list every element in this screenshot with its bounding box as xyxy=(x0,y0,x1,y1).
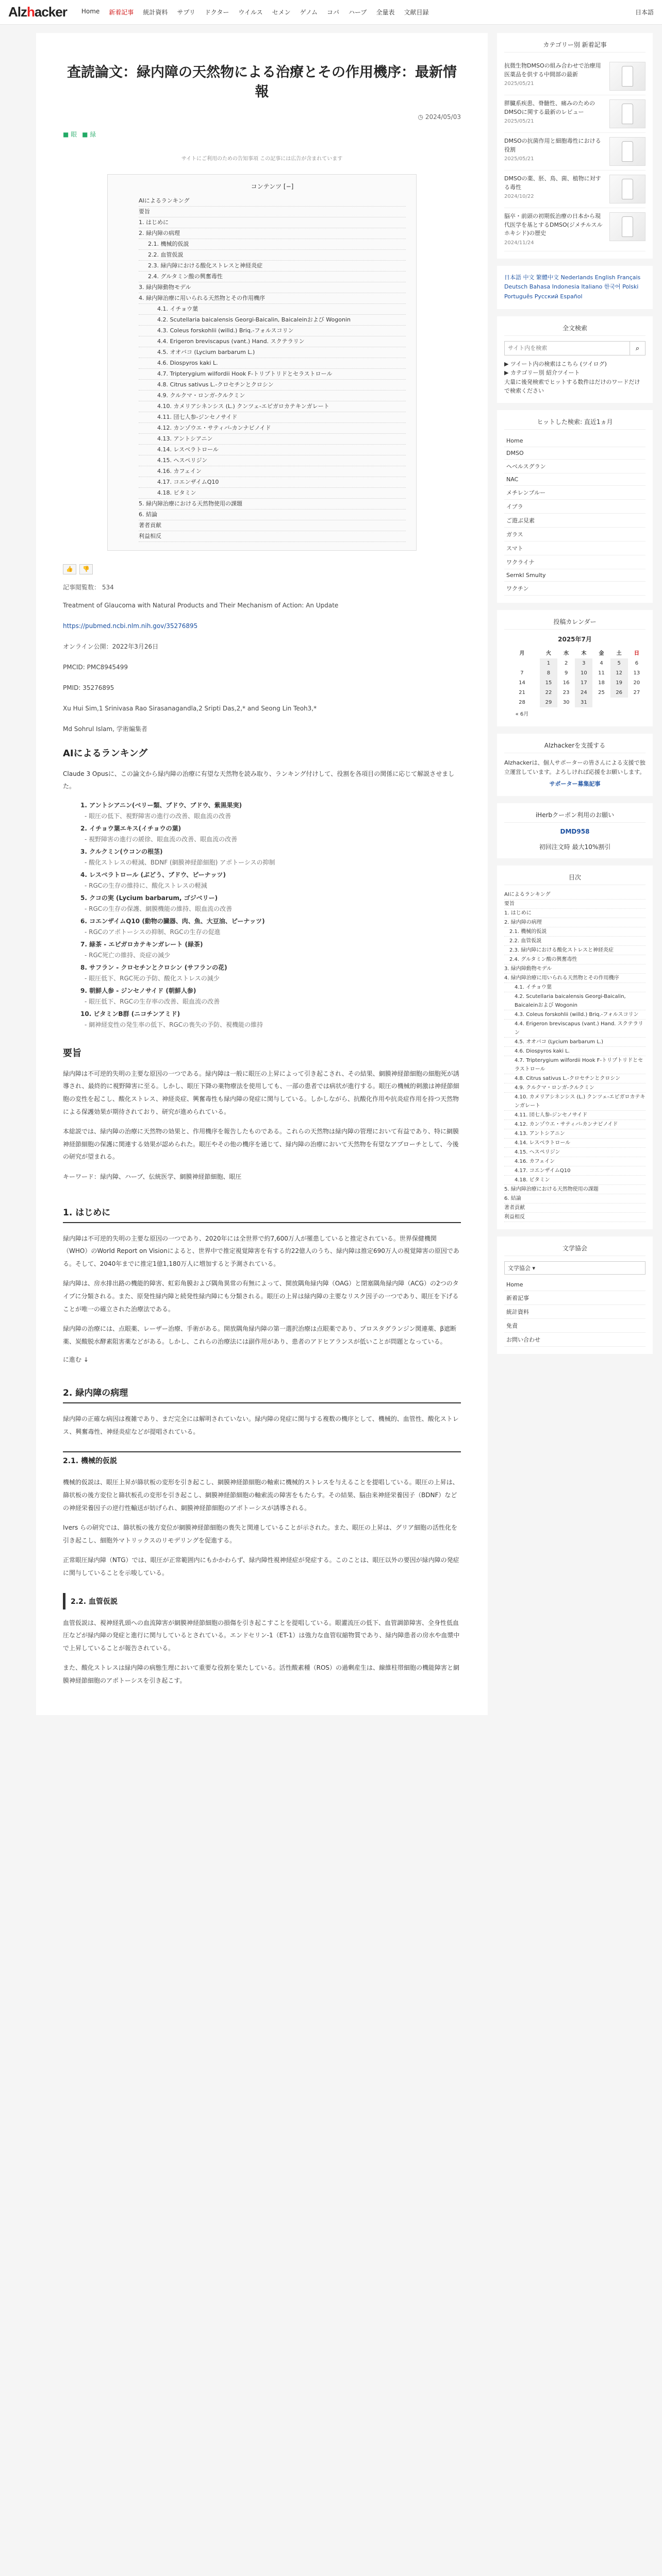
calendar-day[interactable]: 12 xyxy=(610,668,628,678)
search-link[interactable]: ▶ カテゴリー別 紹介ツイート xyxy=(504,369,580,377)
ranking-name: 10. ビタミンB群 (ニコチンアミド) xyxy=(80,1010,180,1018)
table-of-contents xyxy=(107,174,417,551)
search-input[interactable] xyxy=(504,341,630,355)
support-link[interactable]: サポーター募集記事 xyxy=(549,781,601,788)
toc-item[interactable]: 2.1. 機械的仮説 xyxy=(139,239,406,250)
ranking-item xyxy=(80,846,461,868)
toc-item[interactable]: AIによるランキング xyxy=(139,196,406,207)
toc-item[interactable]: 5. 緑内障治療における天然物使用の課題 xyxy=(139,499,406,510)
language-box xyxy=(497,266,653,309)
post-item[interactable] xyxy=(504,133,646,171)
side-toc-item[interactable]: 2.1. 機械的仮説 xyxy=(504,927,646,937)
calendar-day[interactable]: 19 xyxy=(610,678,628,688)
post-title: 膵臓系疾患、脊髄性、痛みのためのDMSOに関する最新のレビュー xyxy=(504,100,595,115)
calendar-day xyxy=(504,658,540,668)
post-item[interactable] xyxy=(504,58,646,95)
new-posts-box xyxy=(497,33,653,259)
calendar-day[interactable]: 28 xyxy=(519,699,525,705)
calendar-table xyxy=(504,647,646,719)
toc-item[interactable]: 4.15. ヘスペリジン xyxy=(139,455,406,466)
post-item[interactable] xyxy=(504,171,646,208)
calendar-day[interactable]: 4 xyxy=(600,660,603,666)
post-item[interactable] xyxy=(504,95,646,133)
search-title: 全文検索 xyxy=(504,324,646,336)
calendar-weekday: 木 xyxy=(581,650,587,656)
footer-link-list xyxy=(504,1279,646,1347)
search-row xyxy=(504,341,646,355)
footer-link[interactable]: 統計資料 xyxy=(504,1305,646,1319)
side-toc-item[interactable]: 4.8. Citrus sativus L.-クロセチンとクロシン xyxy=(504,1074,646,1083)
calendar-day[interactable]: 3 xyxy=(575,658,592,668)
support-box xyxy=(497,734,653,796)
side-toc-item[interactable]: 著者貢献 xyxy=(504,1204,646,1213)
calendar-day[interactable]: 29 xyxy=(540,698,557,707)
post-title: DMSOの薬、胚、鳥、菌、植物に対する毒性 xyxy=(504,175,601,191)
clock-icon: ◷ xyxy=(418,113,425,121)
bottle-icon xyxy=(622,179,633,199)
post-date: 2024/10/22 xyxy=(504,194,534,199)
bottle-icon xyxy=(622,104,633,124)
popular-item[interactable]: ガラス xyxy=(504,528,646,541)
popular-item[interactable]: ワクチン xyxy=(504,582,646,596)
calendar-weekday: 土 xyxy=(616,650,622,656)
footer-links-box xyxy=(497,1236,653,1354)
toc-item[interactable]: 4.9. クルクマ・ロンガ-クルクミン xyxy=(139,391,406,401)
post-thumbnail xyxy=(609,99,646,128)
side-toc-item[interactable]: 4.16. カフェイン xyxy=(504,1157,646,1166)
new-posts-list xyxy=(504,58,646,251)
side-toc-item[interactable]: 4.2. Scutellaria baicalensis Georgi-Baicalin, Baicaleinおよび Wogonin xyxy=(504,992,646,1010)
post-date: 2025/05/21 xyxy=(504,81,534,87)
calendar-day[interactable]: 16 xyxy=(562,680,570,686)
ranking-note: - 眼圧低下、RGCの生存率の改善、眼血流の改善 xyxy=(85,997,220,1005)
post-title: 脳卒・前頭の初期仮治療の日本から現代医学を基とするDMSO(ジメチルスルホキシド)の歴史 xyxy=(504,213,603,236)
calendar-day[interactable]: 30 xyxy=(562,699,570,705)
calendar-weekday: 日 xyxy=(634,650,639,656)
post-thumbnail xyxy=(609,212,646,241)
popular-item[interactable]: ワクライナ xyxy=(504,555,646,569)
post-date: 2025/05/21 xyxy=(504,118,534,124)
calendar-day[interactable]: 22 xyxy=(540,688,557,698)
mechanical-heading: 2.1. 機械的仮説 xyxy=(63,1451,461,1469)
side-toc-item[interactable]: 4.9. クルクマ・ロンガ-クルクミン xyxy=(504,1083,646,1093)
ranking-name: 6. コエンザイムQ10 (動物の臓器、肉、魚、大豆油、ピーナッツ) xyxy=(80,917,265,925)
ranking-name: 2. イチョウ葉エキス(イチョウの葉) xyxy=(80,824,181,832)
side-toc-item[interactable]: 4.4. Erigeron breviscapus (vant.) Hand. スクテラリン xyxy=(504,1020,646,1038)
nav-item[interactable]: ハーブ xyxy=(349,9,367,16)
ranking-item xyxy=(80,939,461,961)
keywords: キーワード：緑内障、ハーブ、伝統医学、網膜神経節細胞、眼圧 xyxy=(63,1173,242,1180)
ranking-note: - 眼圧の低下、視野障害の進行の改善、眼血流の改善 xyxy=(85,812,231,820)
search-link[interactable]: ▶ ツイート内の検索はこちら (ツイログ) xyxy=(504,360,607,367)
ranking-name: 4. レスベラトロール (ぶどう、ブドウ、ピーナッツ) xyxy=(80,871,226,878)
tag-label: 緑 xyxy=(90,130,96,138)
vascular-paragraph-2: また、酸化ストレスは緑内障の病態生理において重要な役割を果たしている。活性酸素種（ROS）の過剰産生は、線維柱帯細胞の機能障害と網膜神経節細胞のアポトーシスを引き起こす。 xyxy=(63,1664,460,1684)
side-toc-item[interactable]: 4.10. カメリアシネンシス (L.) クンツェ-エピガロカテキンガレート xyxy=(504,1093,646,1111)
ranking-item xyxy=(80,823,461,845)
intro-paragraph-1: 緑内障は不可逆的失明の主要な原因の一つであり、2020年には全世界で約7,600万人が罹患していると推定されている。世界保健機関（WHO）のWorld Report on Visionによると、世界中で推定視覚障害を有する約22億人のうち、緑内障は推定690万人の視覚障害の原因である。そして、2040年までに推定1億1,180万人に増加すると予測されている。 xyxy=(63,1234,459,1267)
calendar-day[interactable]: 6 xyxy=(635,660,639,666)
calendar-weekday: 月 xyxy=(519,650,525,656)
support-title: AIzhackerを支援する xyxy=(504,741,646,753)
toc-item[interactable]: 4. 緑内障治療に用いられる天然物とその作用機序 xyxy=(139,293,406,304)
like-buttons xyxy=(63,564,461,574)
ranking-name: 7. 緑茶 - エピガロカテキンガレート (緑茶) xyxy=(80,940,203,948)
popular-item[interactable]: ヘベルスグラン xyxy=(504,460,646,473)
calendar-day[interactable]: 11 xyxy=(598,670,605,676)
ranking-note: - RGCのアポトーシスの抑制、RGCの生存の促進 xyxy=(85,928,221,936)
pmcid: PMCID: PMC8945499 xyxy=(63,663,128,671)
nav-item[interactable]: ドクター xyxy=(204,9,229,16)
calendar-day[interactable]: 23 xyxy=(562,689,570,696)
toc-item[interactable]: 4.8. Citrus sativus L.-クロセチンとクロシン xyxy=(139,380,406,391)
toc-item[interactable]: 4.3. Coleus forskohlii (willd.) Briq.-フォルスコリン xyxy=(139,326,406,336)
ranking-item xyxy=(80,986,461,1007)
intro-paragraph-3: 緑内障の治療には、点眼薬、レーザー治療、手術がある。開放隅角緑内障の第一選択治療は点眼薬であり、プロスタグランジン関連薬、β遮断薬、炭酸脱水酵素阻害薬などがある。しかし、これらの治療法には副作用があり、患者のアドヒアランスが低いことが問題となっている。 xyxy=(63,1325,457,1345)
search-icon[interactable]: ⌕ xyxy=(630,341,646,355)
post-text-block xyxy=(504,99,604,128)
footer-link[interactable]: Home xyxy=(504,1279,646,1291)
popular-title: ヒットした検索: 直近1ヵ月 xyxy=(504,417,646,430)
toc-item[interactable]: 4.4. Erigeron breviscapus (vant.) Hand. スクテラリン xyxy=(139,336,406,347)
ranking-item xyxy=(80,962,461,984)
calendar-day[interactable]: 27 xyxy=(633,689,640,696)
iherb-title: iHerbクーポン利用のお願い xyxy=(504,810,646,823)
calendar-day[interactable]: 25 xyxy=(598,689,605,696)
post-text-block xyxy=(504,62,604,91)
toc-item[interactable]: 6. 結論 xyxy=(139,510,406,520)
calendar-weekday: 水 xyxy=(564,650,569,656)
side-toc-item[interactable]: 4.3. Coleus forskohlii (willd.) Briq.-フォルスコリン xyxy=(504,1010,646,1020)
ranking-note: - RGCの生存の保護、網膜機能の維持、眼血流の改善 xyxy=(85,905,233,912)
ad-disclosure: サイトにご利用のための告知事項 この記事には広告が含まれています xyxy=(181,156,343,162)
bottle-icon xyxy=(622,216,633,237)
toc-item[interactable]: 4.5. オオバコ (Lycium barbarum L.) xyxy=(139,347,406,358)
category-select[interactable] xyxy=(504,1261,646,1275)
ranking-note: - 眼圧低下、RGC死の予防、酸化ストレスの減少 xyxy=(85,974,220,982)
side-toc-item[interactable]: 4.11. 団七人参-ジンセノサイド xyxy=(504,1111,646,1120)
thumbs-up-icon[interactable]: 👍 xyxy=(63,564,76,574)
calendar-day[interactable]: 26 xyxy=(610,688,628,698)
iherb-box xyxy=(497,803,653,858)
ranking-item xyxy=(80,893,461,914)
toc-item[interactable]: 2.2. 血管仮説 xyxy=(139,250,406,261)
sidebar xyxy=(497,33,653,1715)
support-text: AIzhackerは、個人サポーターの皆さんによる支援で独立運営しています。よろしければ応援をお願いします。 xyxy=(504,759,646,775)
footer-title: 文学協会 xyxy=(504,1244,646,1256)
editor: Md Sohrul Islam, 学術編集者 xyxy=(63,725,147,733)
toc-item[interactable]: 4.11. 団七人参-ジンセノサイド xyxy=(139,412,406,423)
ranking-name: 8. サフラン - クロセチンとクロシン (サフランの花) xyxy=(80,963,227,971)
calendar-day[interactable]: 21 xyxy=(519,689,525,696)
publish-date-text: 2024/05/03 xyxy=(425,113,461,121)
side-toc-item[interactable]: 利益相反 xyxy=(504,1213,646,1222)
post-text-block xyxy=(504,137,604,166)
citation-title: Treatment of Glaucoma with Natural Products and Their Mechanism of Action: An Update xyxy=(63,601,339,609)
calendar-day[interactable]: 14 xyxy=(519,680,525,686)
ranking-name: 5. クコの実 (Lycium barbarum, ゴジベリー) xyxy=(80,894,218,902)
calendar-day[interactable]: 17 xyxy=(575,678,592,688)
side-toc-item[interactable]: 2.2. 血管仮説 xyxy=(504,937,646,946)
calendar-day[interactable]: 24 xyxy=(575,688,592,698)
toc-item[interactable]: 3. 緑内障動物モデル xyxy=(139,282,406,293)
calendar-box xyxy=(497,610,653,726)
read-more-link[interactable]: に進む ↓ xyxy=(63,1356,89,1364)
search-links xyxy=(504,360,646,396)
popular-item[interactable]: イブラ xyxy=(504,500,646,514)
nav-item[interactable]: コパ xyxy=(327,9,340,16)
side-toc-item[interactable]: 4.17. コエンザイムQ10 xyxy=(504,1166,646,1176)
popular-item[interactable]: Home xyxy=(504,435,646,447)
toc-item[interactable]: 2.3. 緑内障における酸化ストレスと神経炎症 xyxy=(139,261,406,272)
mechanical-paragraph-3: 正常眼圧緑内障（NTG）では、眼圧が正常範囲内にもかかわらず、緑内障性視神経症が発症する。このことは、眼圧以外の要因が緑内障の発症に関与していることを示唆している。 xyxy=(63,1556,459,1577)
toc-item[interactable]: 2. 緑内障の病理 xyxy=(139,228,406,239)
ranking-item xyxy=(80,1009,461,1030)
nav-item[interactable]: 文献目録 xyxy=(404,9,429,16)
footer-link[interactable]: 新着記事 xyxy=(504,1291,646,1305)
mechanical-paragraph-2: Ivers らの研究では、篩状板の後方変位が網膜神経節細胞の喪失と関連していることが示された。また、眼圧の上昇は、グリア細胞の活性化を引き起こし、細胞外マトリックスのリモデリングを促進する。 xyxy=(63,1524,458,1544)
calendar-day[interactable]: 7 xyxy=(520,670,524,676)
side-toc-item[interactable]: 4.1. イチョウ葉 xyxy=(504,983,646,992)
ranking-list xyxy=(63,800,461,1030)
tag-icon: ■ xyxy=(82,130,90,138)
post-text-block xyxy=(504,212,604,247)
vascular-paragraph-1: 血管仮説は、視神経乳頭への血流障害が網膜神経節細胞の損傷を引き起こすことを提唱している。眼灌流圧の低下、血管調節障害、全身性低血圧などが緑内障の発症と進行に関与しているとされている。エンドセリン-1（ET-1）は強力な血管収縮物質であり、緑内障患者の房水や血漿中で上昇していることが報告されている。 xyxy=(63,1619,460,1652)
toc-item[interactable]: 著者貢献 xyxy=(139,520,406,531)
calendar-day xyxy=(592,698,610,707)
toc-heading[interactable]: コンテンツ [−] xyxy=(251,182,294,190)
abstract-heading: 要旨 xyxy=(63,1047,81,1059)
toc-item[interactable]: 4.16. カフェイン xyxy=(139,466,406,477)
ranking-note: - 酸化ストレスの軽減、BDNF (網膜神経節細胞) アポトーシスの抑制 xyxy=(85,858,275,866)
nav-item[interactable]: ゲノム xyxy=(300,9,318,16)
calendar-day[interactable]: 2 xyxy=(564,660,568,666)
toc-list xyxy=(139,196,406,542)
intro-paragraph-2: 緑内障は、房水排出路の機能的障害、虹彩角膜および隅角異常の有無によって、開放隅角緑内障（OAG）と閉塞隅角緑内障（ACG）の2つのタイプに分類される。また、原発性緑内障と続発性緑内障にも分類される。眼圧の上昇は緑内障の主要なリスク因子の一つであり、眼圧を下げることが唯一の確立された治療法である。 xyxy=(63,1280,459,1313)
calendar-day[interactable]: 13 xyxy=(633,670,640,676)
side-toc-list xyxy=(504,890,646,1222)
toc-item[interactable]: 4.2. Scutellaria baicalensis Georgi-Baicalin, Baicaleinおよび Wogonin xyxy=(139,315,406,326)
logo-text-rest: acker xyxy=(34,4,67,20)
toc-item[interactable]: 要旨 xyxy=(139,207,406,217)
ranking-name: 3. クルクミン(ウコンの根茎) xyxy=(80,848,163,855)
vascular-heading: 2.2. 血管仮説 xyxy=(63,1593,461,1609)
side-toc-item[interactable]: 4.7. Tripterygium wilfordii Hook F-トリプトリドとセラストロール xyxy=(504,1056,646,1074)
calendar-day xyxy=(557,707,575,719)
side-toc-item[interactable]: 4. 緑内障治療に用いられる天然物とその作用機序 xyxy=(504,974,646,983)
calendar-day xyxy=(540,707,557,719)
calendar-month: 2025年7月 xyxy=(558,635,592,643)
thumbs-down-icon[interactable]: 👎 xyxy=(79,564,93,574)
main-nav xyxy=(81,8,635,16)
publish-date xyxy=(63,113,461,121)
article xyxy=(36,33,488,1715)
popular-item[interactable]: スマト xyxy=(504,541,646,555)
abstract-paragraph-1: 緑内障は不可逆的失明の主要な原因の一つである。緑内障は一般に眼圧の上昇によって引き起こされ、その結果、網膜神経節細胞の細胞死が誘導され、最終的に視野障害に至る。しかし、眼圧下降の薬物療法を使用しても、一部の患者では病状が進行する。眼圧の機械的刺激は神経節細胞の変性を起こし、酸化ストレス、神経炎症、興奮毒性も緑内障の発症に関与している。しかしながら、抗酸化作用や抗炎症作用を持つ天然物による保護効果が期待されており、研究が進められている。 xyxy=(63,1070,459,1115)
nav-item[interactable]: 新着記事 xyxy=(109,9,134,16)
citation-url[interactable]: https://pubmed.ncbi.nlm.nih.gov/35276895 xyxy=(63,622,198,630)
toc-item[interactable]: 4.10. カメリアシネンシス (L.) クンツェ-エピガロカテキンガレート xyxy=(139,401,406,412)
side-toc-item[interactable]: 要旨 xyxy=(504,900,646,909)
ranking-note: - 網神経変性の発生率の低下、RGCの喪失の予防、視機能の維持 xyxy=(85,1021,263,1028)
footer-link[interactable]: お問い合わせ xyxy=(504,1333,646,1347)
popular-item[interactable]: NAC xyxy=(504,473,646,486)
side-toc-item[interactable]: 5. 緑内障治療における天然物使用の課題 xyxy=(504,1185,646,1194)
side-toc-item[interactable]: 4.15. ヘスペリジン xyxy=(504,1148,646,1157)
ranking-name: 1. アントシアニン(ベリー類、ブドウ、ブドウ、紫黒果実) xyxy=(80,801,242,809)
authors: Xu Hui Sim,1 Srinivasa Rao Sirasanagandla,2 Sripti Das,2,* and Seong Lin Teoh3,* xyxy=(63,704,317,712)
toc-item[interactable]: 4.7. Tripterygium wilfordii Hook F-トリプトリドとセラストロール xyxy=(139,369,406,380)
side-toc-item[interactable]: 4.13. アントシアニン xyxy=(504,1129,646,1139)
site-logo[interactable] xyxy=(8,4,67,20)
toc-item[interactable]: 4.13. アントシアニン xyxy=(139,434,406,445)
toc-item[interactable]: 4.1. イチョウ葉 xyxy=(139,304,406,315)
post-thumbnail xyxy=(609,62,646,91)
calendar-day[interactable]: 20 xyxy=(633,680,640,686)
top-bar xyxy=(0,0,662,25)
ranking-item xyxy=(80,870,461,891)
pathology-paragraph: 緑内障の正確な病因は複雑であり、まだ完全には解明されていない。緑内障の発症に関与する複数の機序として、機械的、血管性、酸化ストレス、興奮毒性、神経炎症などが提唱されている。 xyxy=(63,1415,459,1435)
ranking-note: - 視野障害の進行の緩徐、眼血流の改善、眼血流の改善 xyxy=(85,835,238,843)
side-toc-item[interactable]: 4.18. ビタミン xyxy=(504,1176,646,1185)
side-toc-item[interactable]: 2.3. 緑内障における酸化ストレスと神経炎症 xyxy=(504,946,646,955)
toc-item[interactable]: 4.14. レスベラトロール xyxy=(139,445,406,455)
toc-item[interactable]: 4.17. コエンザイムQ10 xyxy=(139,477,406,488)
post-date: 2025/05/21 xyxy=(504,156,534,162)
post-thumbnail xyxy=(609,137,646,166)
popular-list xyxy=(504,435,646,596)
calendar-day[interactable]: 31 xyxy=(575,698,592,707)
post-text-block xyxy=(504,175,604,204)
footer-link[interactable]: 免責 xyxy=(504,1319,646,1333)
toc-item[interactable]: 4.12. カンゾウエ・サティバ-カンナビノイド xyxy=(139,423,406,434)
toc-item[interactable]: 4.18. ビタミン xyxy=(139,488,406,499)
side-toc-item[interactable]: 4.14. レスベラトロール xyxy=(504,1139,646,1148)
calendar-day xyxy=(575,707,592,719)
bottle-icon xyxy=(622,66,633,87)
calendar-day xyxy=(628,707,646,719)
calendar-day[interactable]: 8 xyxy=(540,668,557,678)
ranking-item xyxy=(80,916,461,938)
post-title: 抗微生物DMSOの組み合わせで治療用医薬品を供する中間部の最新 xyxy=(504,62,601,78)
nav-item[interactable]: Home xyxy=(81,8,100,15)
category-select-value: 文学協会 ▾ xyxy=(508,1264,536,1272)
post-title: DMSOの抗菌作用と細胞毒性における役割 xyxy=(504,138,601,153)
calendar-day[interactable]: 15 xyxy=(540,678,557,688)
post-thumbnail xyxy=(609,175,646,204)
calendar-day[interactable]: 10 xyxy=(575,668,592,678)
calendar-weekday: 火 xyxy=(545,650,551,656)
ranking-note: - RGCの生存の維持に、酸化ストレスの軽減 xyxy=(85,882,207,889)
discount-text: 初回注文時 最大10%割引 xyxy=(539,843,611,851)
calendar-day xyxy=(592,707,610,719)
popular-item[interactable]: DMSO xyxy=(504,447,646,460)
toc-item[interactable]: 利益相反 xyxy=(139,531,406,542)
tag[interactable] xyxy=(63,130,77,139)
mechanical-paragraph-1: 機械的仮説は、眼圧上昇が篩状板の変形を引き起こし、網膜神経節細胞の軸索に機械的ストレスを与えることを提唱している。眼圧の上昇は、篩状板の後方変位と篩状板孔の変形を引き起こし、網膜神経節細胞の軸索流の障害をもたらす。その結果、脳由来神経栄養因子（BDNF）などの神経栄養因子の逆行性輸送が妨げられ、網膜神経節細胞のアポトーシスが誘導される。 xyxy=(63,1479,459,1512)
search-box xyxy=(497,316,653,403)
popular-item[interactable]: ご遊ぶ見素 xyxy=(504,514,646,528)
ranking-note: - RGC死亡の維持、炎症の減少 xyxy=(85,951,171,959)
article-title: 査読論文：緑内障の天然物による治療とその作用機序：最新情報 xyxy=(67,64,457,100)
post-date: 2024/11/24 xyxy=(504,240,534,246)
logo-text-accent: h xyxy=(27,4,35,20)
post-item[interactable] xyxy=(504,208,646,251)
calendar-day xyxy=(610,707,628,719)
side-toc-item[interactable]: 6. 結論 xyxy=(504,1194,646,1204)
side-toc-item[interactable]: 4.12. カンゾウエ・サティバ-カンナビノイド xyxy=(504,1120,646,1129)
calendar-day[interactable]: 9 xyxy=(564,670,568,676)
popular-item[interactable]: メチレンブルー xyxy=(504,486,646,500)
ranking-name: 9. 朝鮮人参 - ジンセノサイド (朝鮮人参) xyxy=(80,987,196,994)
online-date: オンライン公開：2022年3月26日 xyxy=(63,642,159,650)
logo-text-main: Alz xyxy=(8,4,27,20)
toc-item[interactable]: 2.4. グルタミン酸の興奮毒性 xyxy=(139,272,406,282)
new-posts-title: カテゴリー別 新着記事 xyxy=(504,40,646,53)
calendar-day[interactable]: 18 xyxy=(598,680,605,686)
tag-list xyxy=(63,130,461,139)
toc-item[interactable]: 4.6. Diospyros kaki L. xyxy=(139,358,406,369)
calendar-title: 投稿カレンダー xyxy=(504,617,646,630)
calendar-day[interactable]: 5 xyxy=(610,658,628,668)
popular-item[interactable]: Sernkl Smulty xyxy=(504,569,646,582)
side-toc-item[interactable]: AIによるランキング xyxy=(504,890,646,900)
calendar-day[interactable]: « 6月 xyxy=(515,711,529,717)
calendar-weekday: 金 xyxy=(599,650,604,656)
calendar-day xyxy=(610,698,628,707)
calendar-day xyxy=(628,698,646,707)
pmid: PMID: 35276895 xyxy=(63,684,114,691)
side-toc-box xyxy=(497,866,653,1229)
nav-item[interactable]: ウイルス xyxy=(238,9,263,16)
side-toc-item[interactable]: 2. 緑内障の病理 xyxy=(504,918,646,927)
side-toc-title: 目次 xyxy=(504,873,646,885)
side-toc-item[interactable]: 1. はじめに xyxy=(504,909,646,918)
tag-label: 眼 xyxy=(71,130,77,138)
calendar-day[interactable]: 1 xyxy=(540,658,557,668)
ai-ranking-heading: AIによるランキング xyxy=(63,748,148,759)
ranking-item xyxy=(80,800,461,822)
toc-item[interactable]: 1. はじめに xyxy=(139,217,406,228)
side-toc-item[interactable]: 3. 緑内障動物モデル xyxy=(504,964,646,974)
side-toc-item[interactable]: 2.4. グルタミン酸の興奮毒性 xyxy=(504,955,646,964)
popular-box xyxy=(497,410,653,603)
nav-item[interactable]: 全量表 xyxy=(376,9,395,16)
abstract-paragraph-2: 本総説では、緑内障の治療に天然物の効果と、作用機序を報告したものである。これらの天然物は緑内障の管理において有益であり、特に網膜神経節細胞の保護に関連する効果が認められた。眼圧やその他の機序を通じて、緑内障の治療において天然物を有望なアプローチとして、今後の研究が望まれる。 xyxy=(63,1128,459,1161)
tag[interactable] xyxy=(82,130,96,139)
bottle-icon xyxy=(622,141,633,162)
language-links[interactable]: 日本語 中文 繁體中文 Nederlands English Français Deutsch Bahasa Indonesia Italiano 한국어 Polski Português Русский Español xyxy=(504,274,641,300)
intro-heading: 1. はじめに xyxy=(63,1201,461,1223)
pathology-heading: 2. 緑内障の病理 xyxy=(63,1381,461,1403)
language-switch[interactable]: 日本語 xyxy=(635,9,654,16)
nav-item[interactable]: サプリ xyxy=(177,9,195,16)
side-toc-item[interactable]: 4.5. オオバコ (Lycium barbarum L.) xyxy=(504,1038,646,1047)
view-count: 記事閲覧数： 534 xyxy=(63,583,114,591)
iherb-code[interactable]: DMD958 xyxy=(560,827,590,835)
tag-icon: ■ xyxy=(63,130,71,138)
ai-ranking-intro: Claude 3 Opusに、この論文から緑内障の治療に有望な天然物を読み取り、ランキング付けして、役割を各項目の関係に応じて解説させました。 xyxy=(63,770,455,790)
side-toc-item[interactable]: 4.6. Diospyros kaki L. xyxy=(504,1047,646,1056)
nav-item[interactable]: セメン xyxy=(272,9,291,16)
nav-item[interactable]: 統計資料 xyxy=(143,9,168,16)
search-link: 大量に後発検索でヒットする数件はだけのワードだけで検索ください xyxy=(504,378,640,395)
